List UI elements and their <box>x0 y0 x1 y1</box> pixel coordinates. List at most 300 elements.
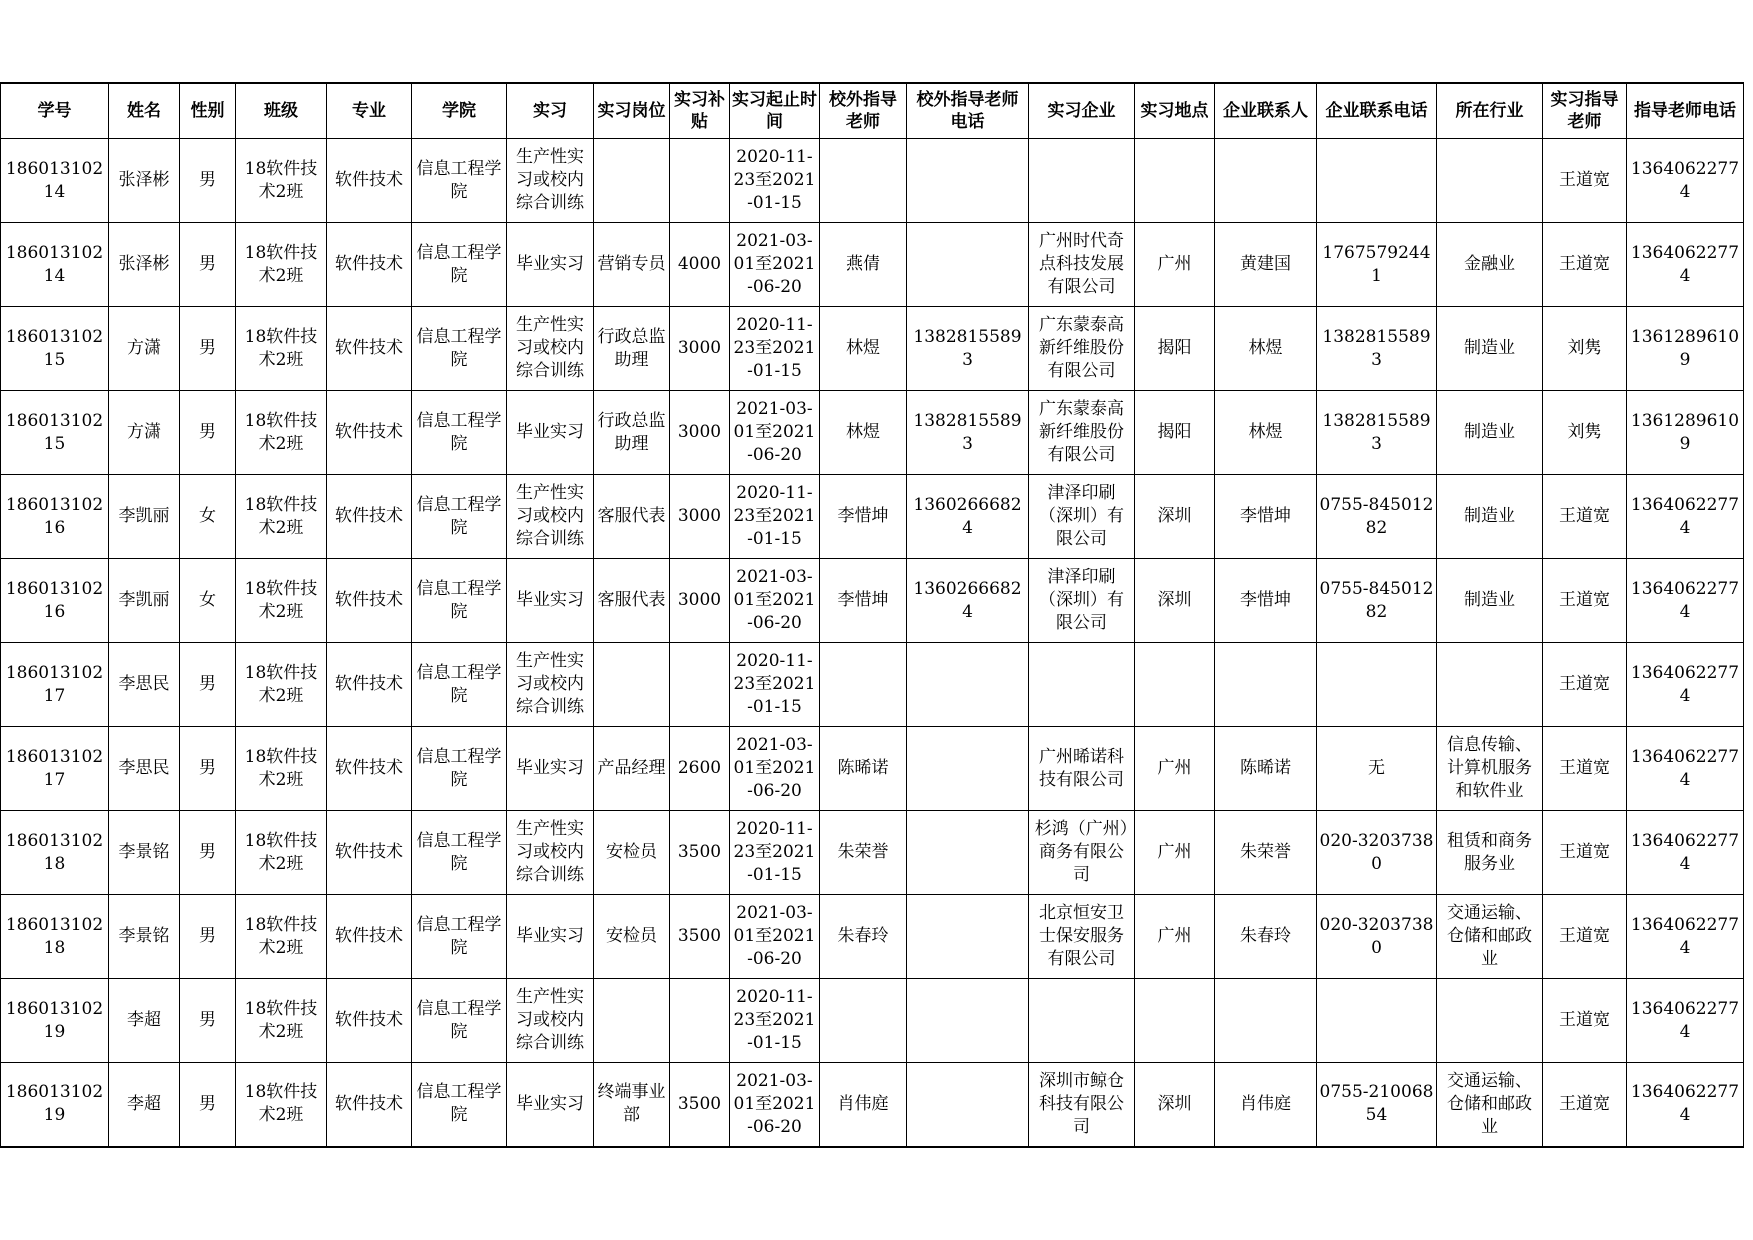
cell-external-tutor <box>820 643 907 727</box>
cell-text: 男 <box>199 1010 216 1030</box>
cell-college <box>412 643 507 727</box>
table-row <box>1 727 1744 811</box>
cell-college <box>412 559 507 643</box>
cell-text: 女 <box>199 506 216 526</box>
cell-company-phone <box>1317 139 1437 223</box>
cell-text: 王道宽 <box>1559 1010 1610 1030</box>
cell-student-id <box>1 727 109 811</box>
cell-company-contact <box>1215 895 1317 979</box>
cell-position <box>594 223 670 307</box>
cell-text: 王道宽 <box>1559 926 1610 946</box>
cell-text: 林煜 <box>1248 338 1283 358</box>
cell-class <box>236 307 327 391</box>
header-external-tutor: 校外指导老师 <box>820 83 907 139</box>
cell-class <box>236 1063 327 1147</box>
cell-college <box>412 727 507 811</box>
table-row <box>1 1063 1744 1147</box>
cell-location <box>1135 895 1215 979</box>
header-name: 姓名 <box>109 83 180 139</box>
cell-company-phone <box>1317 475 1437 559</box>
table-row <box>1 559 1744 643</box>
cell-text: 毕业实习 <box>516 1093 584 1114</box>
header-company: 实习企业 <box>1029 83 1135 139</box>
cell-company-contact <box>1215 475 1317 559</box>
cell-period <box>730 643 820 727</box>
cell-subsidy <box>670 643 730 727</box>
cell-location <box>1135 475 1215 559</box>
cell-location <box>1135 979 1215 1063</box>
cell-text: 信息工程学院 <box>416 914 502 958</box>
cell-tutor-phone <box>1627 895 1744 979</box>
cell-text: 18601310216 <box>5 494 104 538</box>
cell-position <box>594 559 670 643</box>
cell-name <box>109 559 180 643</box>
cell-period <box>730 727 820 811</box>
cell-text: 2021-03-01至2021-06-20 <box>733 1070 816 1137</box>
cell-company-contact <box>1215 139 1317 223</box>
cell-text: 0755-21006854 <box>1319 1082 1434 1126</box>
cell-student-id <box>1 979 109 1063</box>
cell-external-tutor <box>820 1063 907 1147</box>
header-row <box>1 83 1744 139</box>
cell-college <box>412 895 507 979</box>
cell-text: 毕业实习 <box>516 926 584 946</box>
cell-text: 李凯丽 <box>118 506 170 526</box>
cell-text: 广州 <box>1157 254 1192 274</box>
cell-tutor-phone <box>1627 1063 1744 1147</box>
header-class: 班级 <box>236 83 327 139</box>
cell-tutor-phone <box>1627 307 1744 391</box>
cell-position <box>594 307 670 391</box>
cell-college <box>412 811 507 895</box>
cell-text: 张泽彬 <box>118 254 170 274</box>
cell-internship <box>507 1063 594 1147</box>
cell-industry <box>1437 811 1543 895</box>
cell-student-id <box>1 895 109 979</box>
cell-text: 软件技术 <box>335 1010 403 1030</box>
cell-company <box>1029 139 1135 223</box>
cell-text: 生产性实习或校内综合训练 <box>516 315 584 381</box>
cell-external-tutor-phone <box>907 895 1029 979</box>
cell-text: 020-32037380 <box>1319 830 1434 874</box>
cell-text: 男 <box>199 170 216 190</box>
cell-company <box>1029 223 1135 307</box>
cell-class <box>236 895 327 979</box>
cell-text: 3500 <box>677 926 722 946</box>
cell-external-tutor-phone <box>907 307 1029 391</box>
cell-text: 制造业 <box>1464 506 1515 526</box>
cell-subsidy <box>670 979 730 1063</box>
cell-text: 18601310217 <box>5 746 104 790</box>
cell-position <box>594 643 670 727</box>
cell-company-contact <box>1215 979 1317 1063</box>
cell-major <box>327 895 412 979</box>
cell-external-tutor-phone <box>907 559 1029 643</box>
cell-internship <box>507 223 594 307</box>
header-tutor-phone: 指导老师电话 <box>1627 83 1744 139</box>
cell-class <box>236 139 327 223</box>
cell-text: 津泽印刷（深圳）有限公司 <box>1039 483 1124 549</box>
cell-college <box>412 223 507 307</box>
cell-text: 2021-03-01至2021-06-20 <box>733 735 816 801</box>
cell-text: 男 <box>199 758 216 778</box>
cell-company <box>1029 307 1135 391</box>
cell-text: 林煜 <box>846 338 880 358</box>
cell-text: 信息工程学院 <box>416 1082 502 1126</box>
cell-text: 男 <box>199 926 216 946</box>
cell-position <box>594 979 670 1063</box>
cell-text: 毕业实习 <box>516 590 584 610</box>
cell-tutor <box>1543 727 1627 811</box>
cell-text: 深圳 <box>1157 1093 1192 1114</box>
cell-text: 女 <box>199 590 216 610</box>
cell-text: 13640622774 <box>1630 158 1740 202</box>
cell-tutor <box>1543 307 1627 391</box>
cell-text: 林煜 <box>1248 422 1283 442</box>
cell-text: 男 <box>199 674 216 694</box>
cell-text: 18软件技术2班 <box>244 578 318 622</box>
cell-text: 13640622774 <box>1630 914 1740 958</box>
cell-internship <box>507 643 594 727</box>
cell-external-tutor-phone <box>907 643 1029 727</box>
cell-company-contact <box>1215 811 1317 895</box>
header-tutor: 实习指导老师 <box>1543 83 1627 139</box>
cell-position <box>594 895 670 979</box>
cell-major <box>327 979 412 1063</box>
cell-gender <box>180 643 236 727</box>
cell-text: 刘隽 <box>1567 422 1602 442</box>
cell-text: 男 <box>199 254 216 274</box>
cell-text: 李思民 <box>118 758 170 778</box>
cell-text: 制造业 <box>1464 338 1515 358</box>
cell-position <box>594 727 670 811</box>
cell-text: 13828155893 <box>913 326 1022 370</box>
cell-company-contact <box>1215 643 1317 727</box>
cell-company <box>1029 475 1135 559</box>
cell-text: 广州晞诺科技有限公司 <box>1039 746 1124 790</box>
cell-text: 18601310215 <box>5 326 104 370</box>
cell-period <box>730 979 820 1063</box>
cell-text: 2020-11-23至2021-01-15 <box>733 987 816 1053</box>
cell-tutor <box>1543 895 1627 979</box>
cell-position <box>594 811 670 895</box>
cell-industry <box>1437 223 1543 307</box>
cell-period <box>730 559 820 643</box>
cell-industry <box>1437 307 1543 391</box>
table-row <box>1 643 1744 727</box>
cell-text: 2020-11-23至2021-01-15 <box>733 819 816 885</box>
cell-period <box>730 223 820 307</box>
cell-gender <box>180 895 236 979</box>
cell-text: 李凯丽 <box>118 590 170 610</box>
cell-company <box>1029 643 1135 727</box>
cell-industry <box>1437 139 1543 223</box>
cell-text: 软件技术 <box>335 926 403 946</box>
cell-internship <box>507 475 594 559</box>
table-row <box>1 475 1744 559</box>
cell-text: 18软件技术2班 <box>244 1082 318 1126</box>
cell-location <box>1135 811 1215 895</box>
cell-text: 4000 <box>677 254 722 274</box>
cell-student-id <box>1 643 109 727</box>
cell-text: 3000 <box>677 506 722 526</box>
cell-company-contact <box>1215 559 1317 643</box>
cell-text: 刘隽 <box>1567 338 1602 358</box>
cell-industry <box>1437 727 1543 811</box>
cell-tutor <box>1543 559 1627 643</box>
cell-text: 生产性实习或校内综合训练 <box>516 987 584 1053</box>
cell-text: 黄建国 <box>1240 254 1291 274</box>
cell-text: 朱荣誉 <box>1240 842 1291 862</box>
cell-text: 广东蒙泰高新纤维股份有限公司 <box>1039 315 1124 381</box>
cell-company-phone <box>1317 643 1437 727</box>
cell-period <box>730 391 820 475</box>
cell-text: 020-32037380 <box>1319 914 1434 958</box>
cell-text: 交通运输、仓储和邮政业 <box>1447 903 1532 969</box>
cell-text: 信息工程学院 <box>416 830 502 874</box>
cell-period <box>730 139 820 223</box>
table-row <box>1 139 1744 223</box>
cell-location <box>1135 139 1215 223</box>
cell-text: 2021-03-01至2021-06-20 <box>733 399 816 465</box>
cell-class <box>236 727 327 811</box>
cell-tutor-phone <box>1627 223 1744 307</box>
cell-internship <box>507 895 594 979</box>
cell-external-tutor-phone <box>907 223 1029 307</box>
cell-subsidy <box>670 559 730 643</box>
cell-location <box>1135 1063 1215 1147</box>
cell-class <box>236 643 327 727</box>
cell-tutor-phone <box>1627 979 1744 1063</box>
cell-text: 产品经理 <box>597 758 666 778</box>
cell-tutor <box>1543 139 1627 223</box>
cell-text: 信息工程学院 <box>416 242 502 286</box>
cell-text: 无 <box>1368 758 1385 778</box>
cell-text: 2021-03-01至2021-06-20 <box>733 231 816 297</box>
cell-company-contact <box>1215 727 1317 811</box>
cell-text: 毕业实习 <box>516 758 584 778</box>
cell-text: 朱春玲 <box>837 926 889 946</box>
cell-text: 信息工程学院 <box>416 494 502 538</box>
cell-text: 李景铭 <box>118 926 170 946</box>
cell-text: 广州 <box>1157 926 1192 946</box>
cell-text: 软件技术 <box>335 170 403 190</box>
cell-tutor <box>1543 475 1627 559</box>
cell-period <box>730 1063 820 1147</box>
cell-text: 2600 <box>677 758 722 778</box>
header-subsidy: 实习补贴 <box>670 83 730 139</box>
cell-subsidy <box>670 1063 730 1147</box>
cell-text: 3000 <box>677 422 722 442</box>
cell-text: 17675792441 <box>1322 242 1431 286</box>
cell-class <box>236 979 327 1063</box>
cell-text: 男 <box>199 422 216 442</box>
cell-text: 信息传输、计算机服务和软件业 <box>1447 735 1532 801</box>
cell-text: 13602666824 <box>913 494 1022 538</box>
cell-tutor <box>1543 391 1627 475</box>
cell-company-contact <box>1215 223 1317 307</box>
cell-text: 广州 <box>1157 842 1192 862</box>
header-location: 实习地点 <box>1135 83 1215 139</box>
cell-text: 3500 <box>677 842 722 862</box>
cell-major <box>327 391 412 475</box>
cell-text: 生产性实习或校内综合训练 <box>516 651 584 717</box>
cell-external-tutor-phone <box>907 475 1029 559</box>
cell-text: 行政总监助理 <box>597 410 666 454</box>
cell-text: 13612896109 <box>1630 410 1740 454</box>
cell-industry <box>1437 1063 1543 1147</box>
cell-major <box>327 727 412 811</box>
cell-text: 客服代表 <box>597 590 666 610</box>
cell-tutor-phone <box>1627 643 1744 727</box>
cell-text: 18601310214 <box>5 242 104 286</box>
cell-text: 肖伟庭 <box>1240 1093 1291 1114</box>
cell-name <box>109 223 180 307</box>
cell-text: 信息工程学院 <box>416 998 502 1042</box>
cell-external-tutor-phone <box>907 139 1029 223</box>
cell-company <box>1029 895 1135 979</box>
cell-college <box>412 1063 507 1147</box>
cell-text: 13602666824 <box>913 578 1022 622</box>
cell-text: 揭阳 <box>1157 338 1192 358</box>
cell-period <box>730 895 820 979</box>
cell-college <box>412 979 507 1063</box>
header-internship: 实习 <box>507 83 594 139</box>
cell-company-phone <box>1317 307 1437 391</box>
cell-text: 朱荣誉 <box>837 842 889 862</box>
cell-company <box>1029 727 1135 811</box>
cell-text: 李超 <box>127 1093 161 1114</box>
cell-internship <box>507 559 594 643</box>
cell-name <box>109 391 180 475</box>
cell-text: 18601310218 <box>5 830 104 874</box>
cell-internship <box>507 139 594 223</box>
cell-text: 毕业实习 <box>516 254 584 274</box>
cell-industry <box>1437 391 1543 475</box>
cell-external-tutor <box>820 391 907 475</box>
cell-gender <box>180 979 236 1063</box>
cell-text: 燕倩 <box>846 254 880 274</box>
cell-text: 男 <box>199 338 216 358</box>
cell-student-id <box>1 307 109 391</box>
cell-external-tutor <box>820 307 907 391</box>
cell-company <box>1029 979 1135 1063</box>
cell-text: 软件技术 <box>335 590 403 610</box>
header-period: 实习起止时间 <box>730 83 820 139</box>
cell-student-id <box>1 811 109 895</box>
cell-tutor-phone <box>1627 811 1744 895</box>
cell-text: 0755-84501282 <box>1319 494 1434 538</box>
cell-text: 软件技术 <box>335 506 403 526</box>
cell-text: 18软件技术2班 <box>244 326 318 370</box>
cell-text: 李惜坤 <box>1240 590 1291 610</box>
cell-college <box>412 391 507 475</box>
cell-text: 信息工程学院 <box>416 158 502 202</box>
cell-text: 王道宽 <box>1559 758 1610 778</box>
cell-internship <box>507 811 594 895</box>
cell-text: 18软件技术2班 <box>244 746 318 790</box>
cell-text: 2020-11-23至2021-01-15 <box>733 651 816 717</box>
cell-text: 软件技术 <box>335 758 403 778</box>
cell-text: 李景铭 <box>118 842 170 862</box>
cell-text: 软件技术 <box>335 674 403 694</box>
cell-text: 18软件技术2班 <box>244 410 318 454</box>
cell-text: 林煜 <box>846 422 880 442</box>
cell-text: 13612896109 <box>1630 326 1740 370</box>
cell-major <box>327 475 412 559</box>
cell-text: 信息工程学院 <box>416 326 502 370</box>
cell-position <box>594 1063 670 1147</box>
cell-major <box>327 223 412 307</box>
cell-text: 客服代表 <box>597 506 666 526</box>
cell-text: 2020-11-23至2021-01-15 <box>733 483 816 549</box>
cell-text: 广州时代奇点科技发展有限公司 <box>1039 231 1124 297</box>
cell-company-contact <box>1215 391 1317 475</box>
cell-text: 软件技术 <box>335 422 403 442</box>
cell-text: 18601310218 <box>5 914 104 958</box>
cell-text: 肖伟庭 <box>837 1093 889 1114</box>
cell-external-tutor <box>820 475 907 559</box>
cell-external-tutor <box>820 559 907 643</box>
cell-student-id <box>1 1063 109 1147</box>
cell-external-tutor <box>820 979 907 1063</box>
cell-major <box>327 307 412 391</box>
cell-text: 软件技术 <box>335 842 403 862</box>
cell-company-phone <box>1317 979 1437 1063</box>
cell-name <box>109 139 180 223</box>
cell-text: 2020-11-23至2021-01-15 <box>733 147 816 213</box>
cell-period <box>730 307 820 391</box>
cell-text: 王道宽 <box>1559 674 1610 694</box>
header-student-id: 学号 <box>1 83 109 139</box>
cell-text: 广东蒙泰高新纤维股份有限公司 <box>1039 399 1124 465</box>
cell-text: 18软件技术2班 <box>244 662 318 706</box>
header-position: 实习岗位 <box>594 83 670 139</box>
cell-text: 软件技术 <box>335 254 403 274</box>
cell-external-tutor <box>820 727 907 811</box>
cell-text: 13828155893 <box>913 410 1022 454</box>
cell-company <box>1029 559 1135 643</box>
cell-position <box>594 475 670 559</box>
cell-company <box>1029 391 1135 475</box>
cell-tutor <box>1543 811 1627 895</box>
table-body <box>1 139 1744 1147</box>
cell-text: 租赁和商务服务业 <box>1447 830 1532 874</box>
cell-text: 信息工程学院 <box>416 746 502 790</box>
cell-major <box>327 559 412 643</box>
cell-location <box>1135 727 1215 811</box>
header-external-tutor-phone: 校外指导老师电话 <box>907 83 1029 139</box>
cell-major <box>327 139 412 223</box>
cell-student-id <box>1 559 109 643</box>
cell-subsidy <box>670 307 730 391</box>
cell-name <box>109 727 180 811</box>
cell-text: 陈晞诺 <box>837 758 889 778</box>
cell-industry <box>1437 475 1543 559</box>
cell-tutor-phone <box>1627 139 1744 223</box>
cell-industry <box>1437 643 1543 727</box>
cell-industry <box>1437 895 1543 979</box>
cell-text: 安检员 <box>606 926 657 946</box>
cell-external-tutor-phone <box>907 727 1029 811</box>
cell-text: 北京恒安卫士保安服务有限公司 <box>1039 903 1124 969</box>
cell-location <box>1135 559 1215 643</box>
cell-period <box>730 475 820 559</box>
cell-class <box>236 811 327 895</box>
cell-college <box>412 475 507 559</box>
cell-subsidy <box>670 895 730 979</box>
cell-text: 李超 <box>127 1010 161 1030</box>
